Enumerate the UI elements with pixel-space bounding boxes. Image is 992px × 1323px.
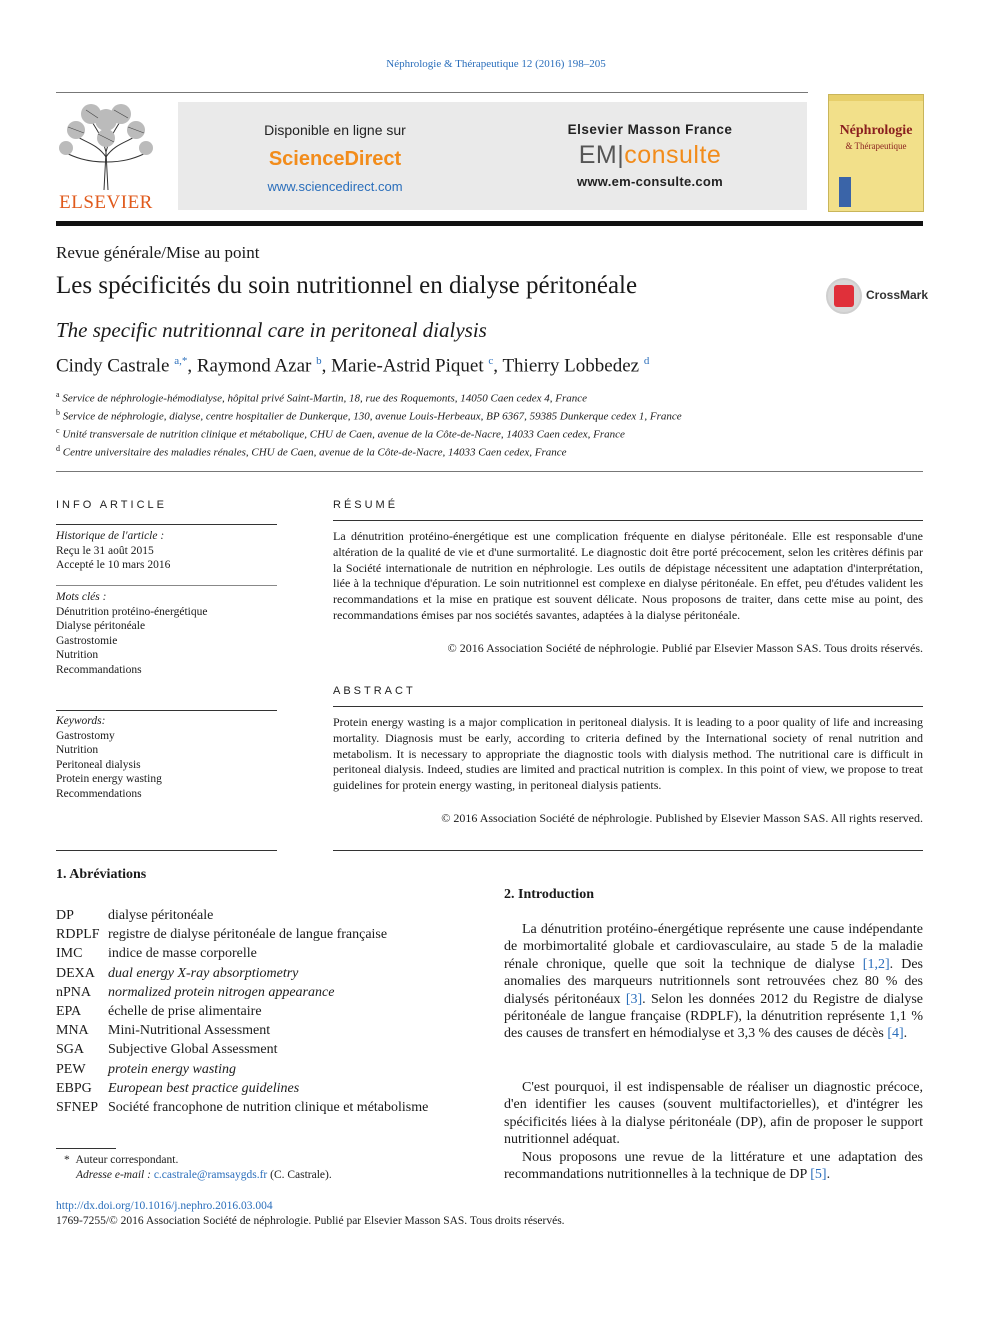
tree-icon — [56, 102, 156, 192]
cover-subtitle: & Thérapeutique — [845, 141, 907, 151]
crossmark-label: CrossMark — [866, 288, 929, 302]
info-rule — [56, 710, 277, 711]
abbreviation-row: RDPLF registre de dialyse péritonéale de langue française — [56, 927, 388, 943]
sciencedirect-brand[interactable]: ScienceDirect — [268, 148, 402, 170]
article-type: Revue générale/Mise au point — [56, 243, 260, 262]
author-name[interactable]: Thierry Lobbedez — [502, 355, 640, 377]
citation-link[interactable]: [4] — [887, 1026, 904, 1042]
abbreviation-row: EBPG European best practice guidelines — [56, 1080, 300, 1096]
section-rule — [56, 471, 923, 472]
abstract-end-rule — [333, 850, 923, 851]
sciencedirect-url[interactable]: www.sciencedirect.com — [267, 179, 403, 194]
crossmark-badge[interactable] — [826, 278, 929, 314]
keyword-fr: Gastrostomie — [56, 634, 118, 647]
email-link[interactable]: c.castrale@ramsaygds.fr — [153, 1169, 268, 1181]
crossmark-icon — [826, 278, 862, 314]
emconsulte-url[interactable]: www.em-consulte.com — [576, 174, 724, 189]
received-date: Reçu le 31 août 2015 — [56, 544, 154, 557]
author-list: Cindy Castrale $^{a,*}$, Raymond Azar $^b$, Marie-Astrid Piquet $^c$, Thierry Lobbedez $^d$ — [56, 355, 650, 377]
keyword-fr: Nutrition — [56, 649, 99, 661]
publisher-name: Elsevier Masson France — [567, 122, 733, 137]
introduction-heading: 2. Introduction — [504, 887, 594, 902]
author-name[interactable]: Marie-Astrid Piquet — [331, 355, 484, 377]
elsevier-logo — [56, 102, 156, 214]
history-label: Historique de l'article : — [56, 530, 165, 542]
introduction-paragraph: La dénutrition protéino-énergétique représente une cause indépendante de morbimortalité globale et cardiovasculaire, au stade 5 de la maladie rénale chronique, quelle que soit la technique de dialyse [1,2]. Des anomalies des marqueurs nutritionnels sont retrouvées chez 80 % des dialysés péritonéaux [3]. Selon les données 2012 du Registre de dialyse péritonéale de langue française (RDPLF), la dénutrition représente 1,1 % des causes de transfert en hémodialyse et 3,3 % des causes de décès [4]. — [504, 922, 924, 1042]
journal-cover[interactable] — [828, 94, 924, 212]
resume-copyright: © 2016 Association Société de néphrologie. Publié par Elsevier Masson SAS. Tous droits réservés. — [447, 641, 923, 655]
abbreviation-row: PEW protein energy wasting — [56, 1061, 237, 1077]
author-name[interactable]: Cindy Castrale — [56, 355, 170, 377]
abbreviation-row: SFNEP Société francophone de nutrition clinique et métabolisme — [56, 1100, 429, 1116]
keywords-label: Keywords: — [56, 715, 106, 727]
em-mark: EM — [578, 141, 618, 169]
abbreviation-row: DEXA dual energy X-ray absorptiometry — [56, 965, 299, 981]
doi-link[interactable]: http://dx.doi.org/10.1016/j.nephro.2016.03.004 — [56, 1200, 273, 1212]
abbreviation-row: EPA échelle de prise alimentaire — [56, 1004, 262, 1020]
cover-title: Néphrologie — [839, 123, 913, 138]
accepted-date: Accepté le 10 mars 2016 — [56, 559, 171, 571]
abbreviation-row: MNA Mini-Nutritional Assessment — [56, 1023, 271, 1039]
abbreviation-row: IMC indice de masse corporelle — [56, 946, 257, 962]
info-rule — [56, 850, 277, 851]
affiliation: $^a$ Service de néphrologie-hémodialyse, hôpital privé Saint-Martin, 18, rue des Roquemonts, 14050 Caen cedex 4, France — [56, 390, 588, 405]
elsevier-wordmark: ELSEVIER — [59, 192, 153, 213]
journal-reference[interactable]: Néphrologie & Thérapeutique 12 (2016) 198–205 — [386, 58, 606, 70]
corresponding-author-note: * Auteur correspondant. — [64, 1154, 179, 1166]
abstract-rule — [333, 706, 923, 707]
affiliations — [56, 388, 682, 461]
keyword-en: Protein energy wasting — [56, 773, 162, 785]
abstract-copyright: © 2016 Association Société de néphrologie. Published by Elsevier Masson SAS. All rights reserved. — [441, 811, 923, 825]
citation-link[interactable]: [3] — [625, 991, 643, 1007]
footnote-rule — [56, 1148, 116, 1149]
author-affil-ref[interactable]: b — [316, 355, 322, 367]
info-rule — [56, 585, 277, 586]
cover-strip — [839, 177, 851, 207]
citation-link[interactable]: [1,2] — [862, 956, 890, 972]
article-footer — [56, 1199, 565, 1229]
keywords — [56, 714, 162, 801]
affiliation: $^c$ Unité transversale de nutrition clinique et métabolique, CHU de Caen, avenue de la Côte-de-Nacre, 14033 Caen cedex, France — [56, 426, 625, 441]
issn-copyright: 1769-7255/© 2016 Association Société de néphrologie. Publié par Elsevier Masson SAS. Tous droits réservés. — [56, 1215, 565, 1227]
abbreviations-heading: 1. Abréviations — [56, 867, 147, 882]
keyword-fr: Dialyse péritonéale — [56, 620, 146, 632]
resume-heading: RÉSUMÉ — [333, 499, 399, 511]
abbreviation-row: SGA Subjective Global Assessment — [56, 1042, 278, 1058]
resume-text: La dénutrition protéino-énergétique est une complication fréquente en dialyse péritonéale. Elle est responsable d'une altération de la qualité de vie et d'une surmortalité. Le diagnostic doit être porté précocement, selon les critères définis par la Société internationale de nutrition en néphrologie. Les outils de dépistage nécessitent une adaptation d'interprétation, liée à la technique d'épuration. Le soin nutritionnel est complexe en dialyse péritonéale. En effet, peu d'études valident les recommandations et la mise en pratique est souvent délicate. Nous proposons de traiter, dans cette mise au point, des recommandations émises par nos sociétés savantes, adaptées à la dialyse péritonéale. — [333, 529, 923, 622]
author-affil-ref[interactable]: a,* — [174, 355, 188, 367]
availability-banner — [178, 102, 807, 210]
consulte-mark: consulte — [624, 141, 722, 169]
abbreviations-table — [56, 906, 428, 1117]
author-affil-ref[interactable]: c — [488, 355, 494, 367]
available-online-label: Disponible en ligne sur — [264, 122, 406, 138]
keyword-fr: Recommandations — [56, 663, 142, 676]
article-history — [56, 529, 170, 573]
affiliation: $^b$ Service de néphrologie, dialyse, centre hospitalier de Dunkerque, 130, avenue Louis-Herbeaux, BP 6367, 59385 Dunkerque cedex 1, France — [56, 408, 682, 423]
info-heading: INFO ARTICLE — [56, 499, 167, 511]
abstract-heading: ABSTRACT — [333, 685, 416, 697]
header-rule — [56, 92, 808, 93]
keyword-en: Gastrostomy — [56, 729, 115, 742]
email-label: Adresse e-mail : — [76, 1169, 151, 1181]
emconsulte-block — [500, 122, 800, 189]
mots-cles — [56, 590, 207, 677]
affiliation: $^d$ Centre universitaire des maladies rénales, CHU de Caen, avenue de la Côte-de-Nacre, 14033 Caen cedex, France — [56, 444, 567, 460]
citation-link[interactable]: [5] — [810, 1167, 827, 1183]
keyword-en: Nutrition — [56, 744, 99, 756]
emconsulte-brand[interactable]: EM|consulte — [578, 141, 722, 169]
resume-rule — [333, 520, 923, 521]
introduction-paragraph: Nous proposons une revue de la littérature et une adaptation des recommandations nutritionnelles à la technique de DP [5]. — [504, 1150, 923, 1183]
article-title-en: The specific nutritionnal care in peritoneal dialysis — [56, 318, 487, 342]
abbreviation-row: DP dialyse péritonéale — [56, 908, 214, 923]
info-rule — [56, 524, 277, 525]
cover-band — [829, 95, 923, 101]
keyword-fr: Dénutrition protéino-énergétique — [56, 605, 208, 618]
masthead-rule — [56, 221, 923, 226]
keyword-en: Peritoneal dialysis — [56, 758, 141, 771]
author-affil-ref[interactable]: d — [643, 355, 650, 367]
author-name[interactable]: Raymond Azar — [196, 355, 312, 377]
sciencedirect-block — [185, 122, 485, 194]
article-title-fr: Les spécificités du soin nutritionnel en dialyse péritonéale — [56, 272, 638, 299]
mots-cles-label: Mots clés : — [56, 591, 107, 603]
introduction-paragraph: C'est pourquoi, il est indispensable de réaliser un diagnostic précoce, d'en identifier les causes (souvent multifactorielles), et d'intégrer les spécificités liées à la dialyse péritonéale (DP), afin de proposer le support nutritionnel adéquat. — [504, 1080, 923, 1148]
keyword-en: Recommendations — [56, 787, 142, 800]
abstract-text: Protein energy wasting is a major complication in peritoneal dialysis. It is leading to a poor quality of life and increasing mortality. Diagnosis must be early, according to criteria defined by the International society of renal nutrition and metabolism. It is necessary to appropriate the diagnostic tools with dialysis method. The nutritional care is difficult in peritoneal dialysis. Indeed, studies are limited and practical nutrition is complex. In this point of view, we propose to treat guidelines for protein energy wasting, in peritoneal dialysis patients. — [333, 715, 923, 793]
abbreviation-row: nPNA normalized protein nitrogen appearance — [56, 984, 335, 1000]
email-note: Adresse e-mail : c.castrale@ramsaygds.fr (C. Castrale). — [76, 1169, 332, 1181]
